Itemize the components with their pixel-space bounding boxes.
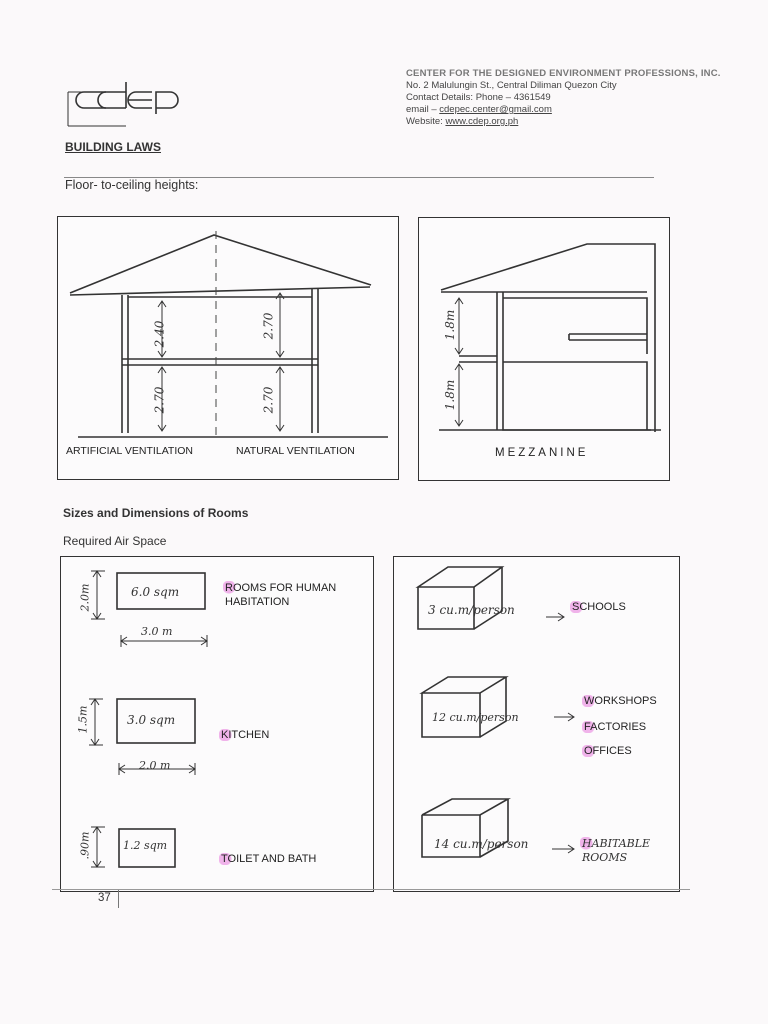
organization-contact: Contact Details: Phone – 4361549 xyxy=(406,92,551,103)
ventilation-section-panel xyxy=(57,216,399,480)
label-offices: OFFICES xyxy=(584,745,632,757)
organization-website-line xyxy=(406,116,721,128)
room-height-kitchen: 1.5m xyxy=(76,705,90,734)
volume-schools: 3 cu.m/person xyxy=(428,603,515,617)
page-number-tick xyxy=(118,890,119,908)
dim-left-upper: 2.40 xyxy=(152,320,167,348)
air-space-subheading: Required Air Space xyxy=(63,534,167,548)
mezzanine-panel xyxy=(418,217,670,481)
organization-name: CENTER FOR THE DESIGNED ENVIRONMENT PROFESSIONS, INC. xyxy=(406,68,721,79)
label-schools: SCHOOLS xyxy=(572,601,626,613)
website-label: Website: xyxy=(406,116,446,127)
room-sizes-panel xyxy=(60,556,374,892)
ventilation-section-drawing xyxy=(58,217,398,479)
rooms-heading: Sizes and Dimensions of Rooms xyxy=(63,506,249,520)
label-kitchen: KITCHEN xyxy=(221,729,270,741)
page-number: 37 xyxy=(98,892,111,904)
footer-divider xyxy=(52,889,690,890)
cdep-logo xyxy=(66,78,184,130)
section-title: BUILDING LAWS xyxy=(65,140,161,154)
email-label: email – xyxy=(406,104,440,115)
room-area-habitation: 6.0 sqm xyxy=(131,585,180,599)
label-toilet-and-bath: TOILET AND BATH xyxy=(221,853,317,865)
room-height-toilet: .90m xyxy=(78,831,92,860)
room-width-kitchen: 2.0 m xyxy=(139,759,171,772)
organization-address: No. 2 Malulungin St., Central Diliman Quezon City xyxy=(406,80,617,91)
organization-email-line xyxy=(406,104,721,116)
mezzanine-drawing xyxy=(419,218,669,480)
caption-artificial-ventilation: ARTIFICIAL VENTILATION xyxy=(66,445,193,457)
volume-workshops: 12 cu.m/person xyxy=(432,711,519,724)
label-workshops: WORKSHOPS xyxy=(584,695,657,707)
dim-right-upper: 2.70 xyxy=(261,312,276,340)
mezzanine-dim-upper: 1.8m xyxy=(443,309,458,341)
room-width-habitation: 3.0 m xyxy=(141,625,173,638)
air-space-panel xyxy=(393,556,680,892)
label-rooms-for-human-habitation: ROOMS FOR HUMAN HABITATION xyxy=(223,581,355,609)
label-habitable-rooms: HABITABLE ROOMS xyxy=(580,837,662,865)
caption-mezzanine: MEZZANINE xyxy=(495,447,589,459)
dim-left-lower: 2.70 xyxy=(152,386,167,414)
room-height-habitation: 2.0m xyxy=(78,583,92,612)
volume-habitable-rooms: 14 cu.m/person xyxy=(434,837,529,851)
dim-right-lower: 2.70 xyxy=(261,386,276,414)
room-area-toilet: 1.2 sqm xyxy=(123,839,168,852)
caption-natural-ventilation: NATURAL VENTILATION xyxy=(236,445,355,457)
mezzanine-dim-lower: 1.8m xyxy=(443,379,458,411)
website-link[interactable]: www.cdep.org.ph xyxy=(445,116,519,127)
floor-heights-heading: Floor- to-ceiling heights: xyxy=(65,178,199,192)
organization-header xyxy=(406,68,721,128)
email-link[interactable]: cdepec.center@gmail.com xyxy=(439,104,552,115)
room-area-kitchen: 3.0 sqm xyxy=(127,713,176,727)
label-factories: FACTORIES xyxy=(584,721,647,733)
